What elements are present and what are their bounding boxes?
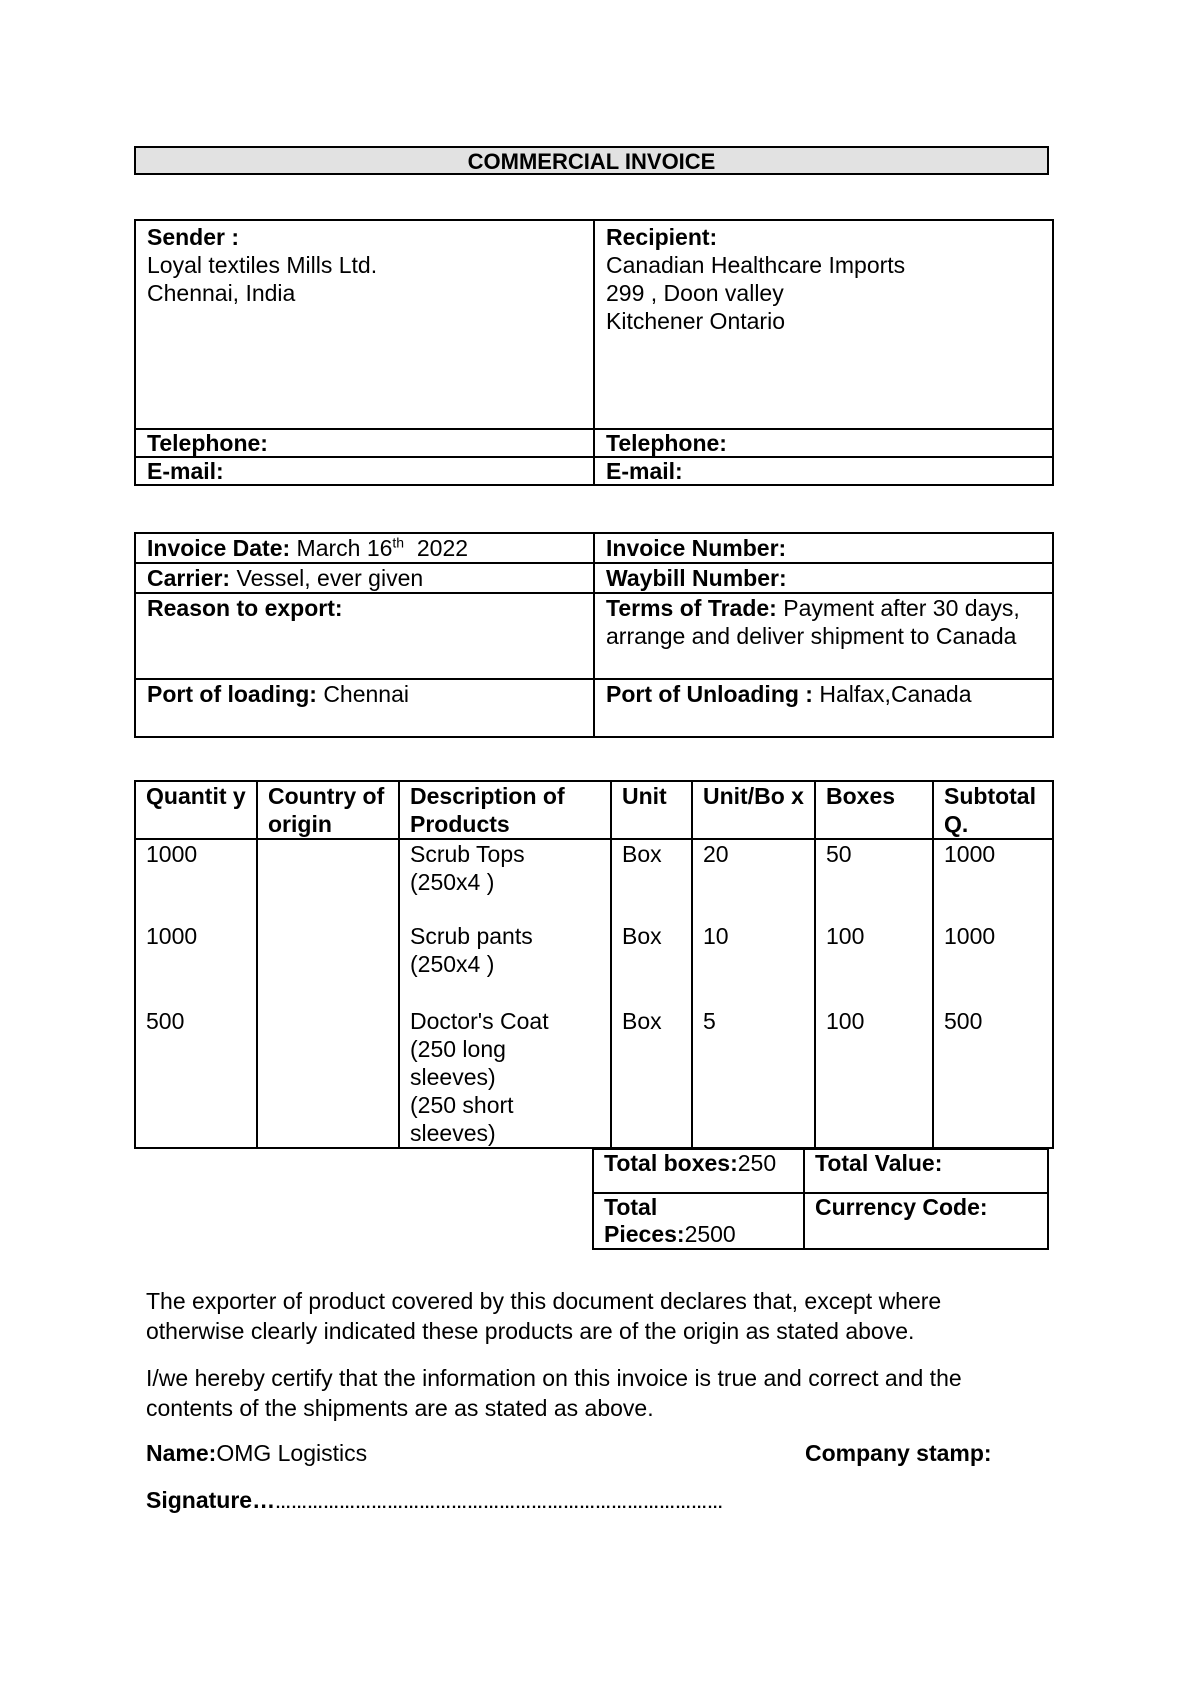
port-unloading-label: Port of Unloading :: [606, 681, 813, 707]
reason-to-export-cell: Reason to export:: [135, 593, 594, 679]
carrier-cell: [135, 563, 594, 593]
recipient-label: Recipient:: [606, 224, 718, 250]
description-line: Doctor's Coat: [410, 1008, 549, 1034]
cell-country: [257, 1007, 399, 1148]
port-unloading-value: Halfax,Canada: [819, 681, 972, 707]
cell-country: [257, 839, 399, 922]
invoice-date-year: 2022: [416, 535, 469, 561]
cell-unit: Box: [611, 922, 692, 1007]
table-row: [135, 1007, 1053, 1148]
invoice-date-cell: [135, 533, 594, 563]
invoice-date-value: March 16: [296, 535, 393, 561]
recipient-email: E-mail:: [594, 457, 1053, 485]
total-boxes-label: Total boxes:: [604, 1150, 738, 1176]
totals-table: [592, 1148, 1049, 1250]
cell-unit-per-box: 10: [692, 922, 815, 1007]
carrier-label: Carrier:: [147, 565, 231, 591]
cell-boxes: 50: [815, 839, 933, 922]
cell-description: [399, 839, 611, 922]
port-of-unloading-cell: [594, 679, 1053, 737]
port-loading-label: Port of loading:: [147, 681, 317, 707]
total-pieces-value: 2500: [684, 1221, 736, 1247]
invoice-date-suffix: th: [392, 534, 405, 551]
invoice-title: COMMERCIAL INVOICE: [134, 146, 1049, 175]
port-loading-value: Chennai: [323, 681, 409, 707]
waybill-number-cell: Waybill Number:: [594, 563, 1053, 593]
header-country-of-origin: Country of origin: [257, 781, 399, 839]
description-line: (250x4 ): [410, 869, 495, 895]
header-unit-per-box: Unit/Bo x: [692, 781, 815, 839]
cell-boxes: 100: [815, 1007, 933, 1148]
description-line: (250 long: [410, 1036, 506, 1062]
cell-description: [399, 1007, 611, 1148]
recipient-name: Canadian Healthcare Imports: [606, 252, 906, 278]
sender-email: E-mail:: [135, 457, 594, 485]
description-line: sleeves): [410, 1120, 496, 1146]
header-boxes: Boxes: [815, 781, 933, 839]
total-pieces-label: Total: [604, 1194, 658, 1220]
name-value: OMG Logistics: [216, 1440, 368, 1466]
cell-subtotal: 500: [933, 1007, 1053, 1148]
cell-quantity: 500: [135, 1007, 257, 1148]
recipient-cell: [594, 220, 1053, 429]
sender-telephone: Telephone:: [135, 429, 594, 457]
currency-code-cell: Currency Code:: [804, 1193, 1048, 1249]
origin-declaration: The exporter of product covered by this document declares that, except where otherwise clearly indicated these products are of the origin as stated above.: [146, 1288, 942, 1344]
cell-unit: Box: [611, 1007, 692, 1148]
cell-quantity: 1000: [135, 922, 257, 1007]
description-line: (250 short: [410, 1092, 514, 1118]
total-boxes-cell: [593, 1149, 804, 1193]
recipient-address-line2: Kitchener Ontario: [606, 308, 785, 334]
table-row: [135, 922, 1053, 1007]
sender-cell: [135, 220, 594, 429]
description-line: Scrub pants: [410, 923, 533, 949]
parties-table: [134, 219, 1054, 486]
cell-quantity: 1000: [135, 839, 257, 922]
terms-label: Terms of Trade:: [606, 595, 777, 621]
total-value-cell: Total Value:: [804, 1149, 1048, 1193]
cell-description: [399, 922, 611, 1007]
port-of-loading-cell: [135, 679, 594, 737]
sender-label: Sender :: [147, 224, 240, 250]
signature-dots: …………………………………………………………………………: [275, 1495, 724, 1512]
description-line: Scrub Tops: [410, 841, 525, 867]
description-line: sleeves): [410, 1064, 496, 1090]
cell-subtotal: 1000: [933, 839, 1053, 922]
signature-label: Signature…: [146, 1487, 276, 1513]
cell-country: [257, 922, 399, 1007]
certification-statement: I/we hereby certify that the information on this invoice is true and correct and the contents of the shipments are as stated as above.: [146, 1365, 962, 1421]
header-subtotal: Subtotal Q.: [933, 781, 1053, 839]
terms-of-trade-cell: [594, 593, 1053, 679]
total-pieces-cell: [593, 1193, 804, 1249]
cell-unit: Box: [611, 839, 692, 922]
terms-value: Payment after 30 days, arrange and deliver shipment to Canada: [606, 595, 1020, 649]
cell-subtotal: 1000: [933, 922, 1053, 1007]
table-row: [135, 839, 1053, 922]
company-stamp-label: Company stamp:: [805, 1440, 992, 1466]
total-pieces-label-2: Pieces:: [604, 1221, 685, 1247]
cell-boxes: 100: [815, 922, 933, 1007]
cell-unit-per-box: 5: [692, 1007, 815, 1148]
header-description: Description of Products: [399, 781, 611, 839]
name-label: Name:: [146, 1440, 217, 1466]
cell-unit-per-box: 20: [692, 839, 815, 922]
carrier-value: Vessel, ever given: [236, 565, 424, 591]
recipient-telephone: Telephone:: [594, 429, 1053, 457]
name-line: [146, 1440, 367, 1467]
invoice-number-cell: Invoice Number:: [594, 533, 1053, 563]
sender-address: Chennai, India: [147, 280, 296, 306]
header-unit: Unit: [611, 781, 692, 839]
sender-name: Loyal textiles Mills Ltd.: [147, 252, 378, 278]
header-quantity: Quantit y: [135, 781, 257, 839]
invoice-date-label: Invoice Date:: [147, 535, 291, 561]
total-boxes-value: 250: [737, 1150, 777, 1176]
recipient-address-line1: 299 , Doon valley: [606, 280, 784, 306]
shipment-details-table: [134, 532, 1054, 738]
signature-line: [146, 1487, 723, 1514]
description-line: (250x4 ): [410, 951, 495, 977]
items-table: [134, 780, 1054, 1149]
